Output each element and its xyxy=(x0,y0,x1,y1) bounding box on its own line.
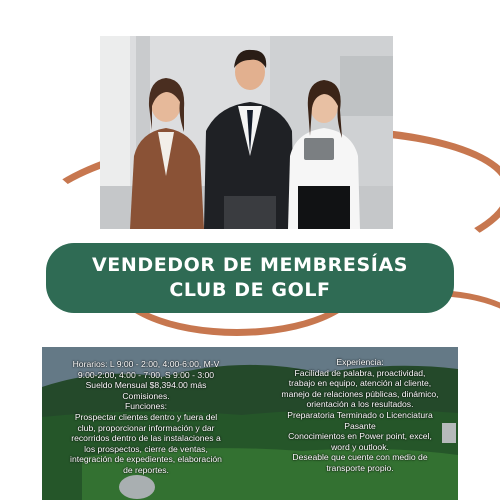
detail-line: integración de expedientes, elaboración xyxy=(70,454,222,465)
detail-line: Funciones: xyxy=(124,401,168,412)
detail-line: los prospectos, cierre de ventas, xyxy=(84,443,208,454)
team-photo-illustration xyxy=(100,36,393,229)
details-panel xyxy=(42,347,458,500)
detail-line: Horarios: L 9:00 - 2:00, 4:00-6:00, M-V xyxy=(72,359,220,369)
detail-line: recorridos dentro de las instalaciones a xyxy=(71,433,221,444)
detail-line: manejo de relaciones públicas, dinámico, xyxy=(281,388,439,399)
detail-line: Comisiones. xyxy=(122,390,170,401)
experience-and-requirements xyxy=(264,357,456,474)
detail-line: Prospectar clientes dentro y fuera del xyxy=(74,411,218,422)
detail-line: club, proporcionar información y dar xyxy=(77,422,215,433)
detail-line: Sueldo Mensual $8,394.00 más xyxy=(85,380,207,391)
detail-line: 9:00-2:00, 4:00 - 7:00, S 9:00 - 3:00 xyxy=(77,369,215,380)
detail-line: Conocimientos en Power point, excel, xyxy=(288,431,432,442)
detail-line: transporte propio. xyxy=(326,462,394,473)
detail-line: word y outlook. xyxy=(331,441,389,452)
detail-line: Preparatoria Terminado o Licenciatura xyxy=(287,409,433,420)
job-title: VENDEDOR DE MEMBRESÍAS CLUB DE GOLF xyxy=(91,254,409,301)
detail-line: orientación a los resultados. xyxy=(306,399,414,410)
detail-line: Experiencia: xyxy=(336,357,384,367)
detail-line: Deseable que cuente con medio de xyxy=(292,452,428,463)
schedule-and-functions xyxy=(46,359,246,476)
title-banner xyxy=(46,243,454,313)
detail-line: Pasante xyxy=(344,420,376,431)
detail-line: trabajo en equipo, atención al cliente, xyxy=(288,378,432,389)
detail-line: Facilidad de palabra, proactividad, xyxy=(294,367,426,378)
detail-line: de reportes. xyxy=(123,464,169,475)
team-photo xyxy=(100,36,393,229)
